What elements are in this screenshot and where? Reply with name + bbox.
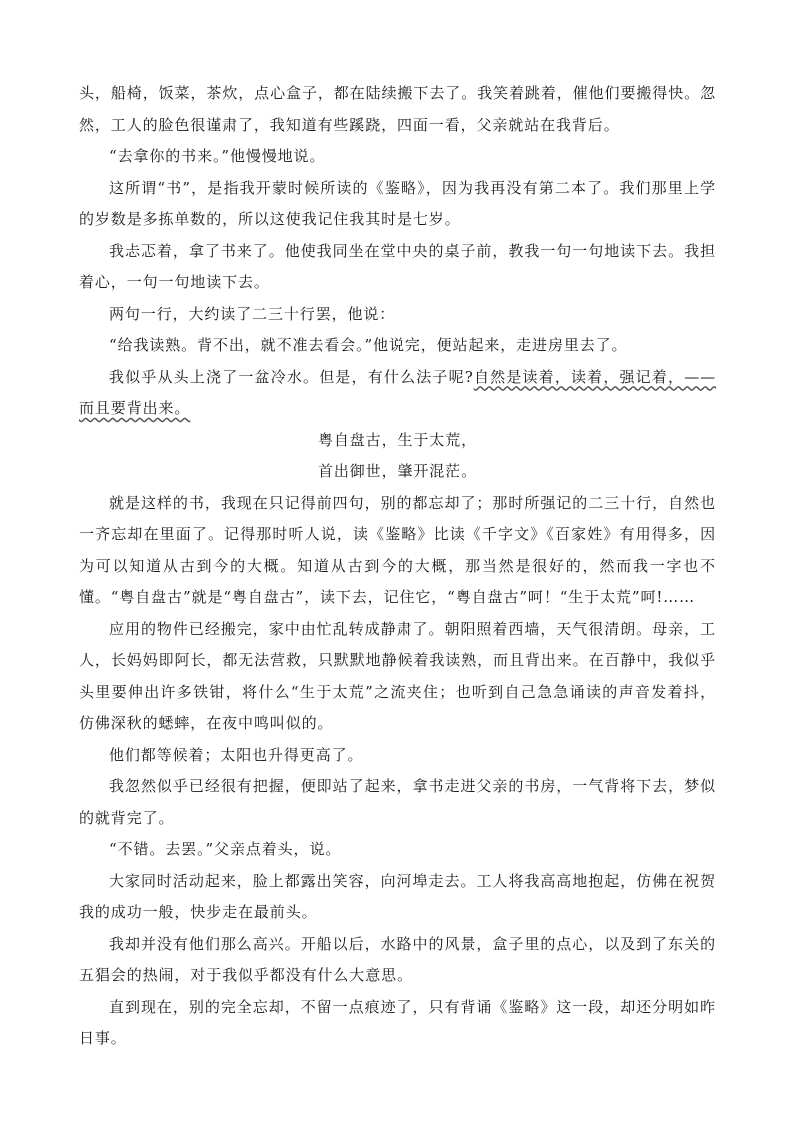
paragraph-7: [79, 362, 716, 425]
paragraph-14: 我却并没有他们那么高兴。开船以后，水路中的风景，盒子里的点心，以及到了东关的五猖会的热闹，对于我似乎都没有什么大意思。: [79, 934, 716, 984]
paragraph-3: 这所谓“书”，是指我开蒙时候所读的《鉴略》，因为我再没有第二本了。我们那里上学的岁数是多拣单数的，所以这使我记住我其时是七岁。: [79, 178, 716, 228]
paragraph-12: “不错。去罢。”父亲点着头，说。: [109, 840, 342, 858]
paragraph-11: 我忽然似乎已经很有把握，便即站了起来，拿书走进父亲的书房，一气背将下去，梦似的就背完了。: [79, 777, 716, 827]
paragraph-1: 头，船椅，饭菜，茶炊，点心盒子，都在陆续搬下去了。我笑着跳着，催他们要搬得快。忽然，工人的脸色很谨肃了，我知道有些蹊跷，四面一看，父亲就站在我背后。: [79, 84, 716, 134]
paragraph-6: “给我读熟。背不出，就不准去看会。”他说完，便站起来，走进房里去了。: [109, 336, 628, 354]
paragraph-4: 我忐忑着，拿了书来了。他使我同坐在堂中央的桌子前，教我一句一句地读下去。我担着心，一句一句地读下去。: [79, 241, 716, 291]
paragraph-5: 两句一行，大约读了二三十行罢，他说：: [109, 304, 396, 323]
paragraph-2: “去拿你的书来。”他慢慢地说。: [109, 147, 326, 165]
paragraph-9: 应用的物件已经搬完，家中由忙乱转成静肃了。朝阳照着西墙，天气很清朗。母亲，工人，长妈妈即阿长，都无法营救，只默默地静候着我读熟，而且背出来。在百静中，我似乎头里要伸出许多铁钳，将什么“生于太荒”之流夹住；也听到自己急急诵读的声音发着抖，仿佛深秋的蟋蟀，在夜中鸣叫似的。: [79, 619, 716, 732]
paragraph-10: 他们都等候着；太阳也升得更高了。: [109, 745, 364, 764]
paragraph-13: 大家同时活动起来，脸上都露出笑容，向河埠走去。工人将我高高地抱起，仿佛在祝贺我的成功一般，快步走在最前头。: [79, 871, 716, 921]
verse-line-2: 首出御世，肇开混茫。: [317, 462, 477, 480]
paragraph-7-wavy-underlined: 自然是读着，读着，强记着，——而且要背出来。: [79, 367, 716, 417]
paragraph-15: 直到现在，别的完全忘却，不留一点痕迹了，只有背诵《鉴略》这一段，却还分明如昨日事。: [79, 997, 716, 1047]
document-page: [79, 78, 716, 1055]
paragraph-8: 就是这样的书，我现在只记得前四句，别的都忘却了；那时所强记的二三十行，自然也一齐忘却在里面了。记得那时听人说，读《鉴略》比读《千字文》《百家姓》有用得多，因为可以知道从古到今的大概。知道从古到今的大概，那当然是很好的，然而我一字也不懂。“粤自盘古”就是“粤自盘古”，读下去，记住它，“粤自盘古”呵！“生于太荒”呵!……: [79, 493, 716, 606]
verse-line-1: 粤自盘古，生于太荒，: [317, 430, 477, 449]
paragraph-7-plain: 我似乎从头上浇了一盆冷水。但是，有什么法子呢?: [109, 367, 474, 386]
